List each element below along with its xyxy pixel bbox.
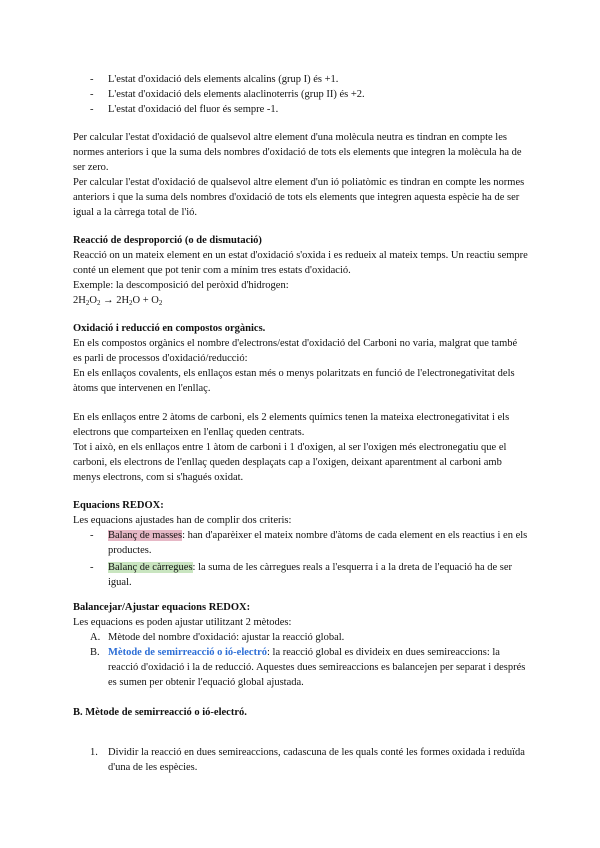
methods-list (73, 630, 528, 690)
section-redox (73, 498, 528, 528)
section-text: Reacció on un mateix element en un estat d'oxidació s'oxida i es redueix al mateix temps. Un reactiu sempre conté un element que pot tenir com a mínim tres estats d'oxidació. (73, 250, 528, 276)
arrow-icon: → (103, 295, 114, 306)
section-heading: Oxidació i reducció en compostos orgànics. (73, 323, 266, 334)
highlight-method-b: Mètode de semirreacció o ió-electró (108, 647, 267, 658)
chemical-equation: $2H_2O_2 \to 2H_2O + O_2$ (73, 295, 163, 307)
section-heading: B. Mètode de semirreacció o ió-electró. (73, 707, 247, 718)
example-label: Exemple: la descomposició del peròxid d'hidrogen: (73, 280, 289, 291)
dash-bullet: - (90, 562, 94, 573)
section-text: Les equacions es poden ajustar utilitzant 2 mètodes: (73, 617, 292, 628)
section-heading: Equacions REDOX: (73, 500, 164, 511)
dash-bullet: - (90, 89, 94, 100)
list-item: B. Mètode de semirreacció o ió-electró: la reacció global es divideix en dues semireaccions: la reacció d'oxidació i la de reducció. Aquestes dues semireaccions es balancejen per separat i després es sumen per obtenir l'equació global ajustada. (90, 647, 526, 688)
section-text: Tot i això, en els enllaços entre 1 àtom de carboni i 1 d'oxigen, al ser l'oxigen més electronegatiu que el carboni, els electrons de l'enllaç queden desplaçats cap a l'oxigen, deixant aparentment al carboni amb menys electrons, com si s'hagués oxidat. (73, 442, 507, 483)
section-organics (73, 321, 528, 396)
paragraph-io: Per calcular l'estat d'oxidació de qualsevol altre element d'un ió poliatòmic es tindran en compte les normes anteriors i que la suma dels nombres d'oxidació de tots els elements que integren aquesta espècie ha de ser igual a la càrrega total de l'ió. (73, 177, 525, 218)
list-item: - L'estat d'oxidació dels elements alaclinoterris (grup II) és +2. (90, 89, 365, 100)
highlight-charge-balance: Balanç de càrregues (108, 562, 193, 573)
section-text: Les equacions ajustades han de complir dos criteris: (73, 515, 292, 526)
dash-bullet: - (90, 74, 94, 85)
redox-criteria-list (73, 528, 528, 590)
list-marker: B. (90, 647, 100, 658)
list-marker: 1. (90, 747, 98, 758)
list-item: - Balanç de masses: han d'aparèixer el mateix nombre d'àtoms de cada element en els reactius i en els productes. (90, 530, 528, 556)
section-heading: Reacció de desproporció (o de dismutació) (73, 235, 262, 246)
section-text: En els enllaços covalents, els enllaços estan més o menys polaritzats en funció de l'electronegativitat dels àtoms que intervenen en l'enllaç. (73, 368, 515, 394)
list-item: - L'estat d'oxidació dels elements alcalins (grup I) és +1. (90, 74, 339, 85)
oxidation-rules-list (73, 72, 528, 117)
list-item: - Balanç de càrregues: la suma de les càrregues reals a l'esquerra i a la dreta de l'equació ha de ser igual. (90, 562, 513, 588)
dash-bullet: - (90, 104, 94, 115)
dash-bullet: - (90, 530, 94, 541)
section-heading: Balancejar/Ajustar equacions REDOX: (73, 602, 251, 613)
section-text: En els enllaços entre 2 àtoms de carboni, els 2 elements químics tenen la mateixa electronegativitat i els electrons que comparteixen en l'enllaç queden centrats. (73, 412, 510, 438)
section-desproporcio (73, 233, 528, 308)
list-marker: A. (90, 632, 101, 643)
list-item: A. Mètode del nombre d'oxidació: ajustar la reacció global. (90, 632, 345, 643)
section-organics-bonds (73, 410, 528, 485)
section-method-b (73, 705, 528, 720)
section-balance (73, 600, 528, 630)
list-item: - L'estat d'oxidació del fluor és sempre -1. (90, 104, 279, 115)
section-text: En els compostos orgànics el nombre d'electrons/estat d'oxidació del Carboni no varia, malgrat que també es parli de processos d'oxidació/reducció: (73, 338, 518, 364)
highlight-mass-balance: Balanç de masses (108, 530, 183, 541)
method-b-steps (73, 745, 528, 775)
list-item: 1. Dividir la reacció en dues semireaccions, cadascuna de les quals conté les formes oxidada i reduïda d'una de les espècies. (90, 747, 525, 773)
paragraph-molecula: Per calcular l'estat d'oxidació de qualsevol altre element d'una molècula neutra es tindran en compte les normes anteriors i que la suma dels nombres d'oxidació de tots els elements que integren la molècula ha de ser zero. Per calcular l'estat d'oxidació de qualsevol altre element d'un ió poliatòmic es tindran en compte les normes anteriors i que la suma dels nombres d'oxidació de tots els elements que integren aquesta espècie ha de ser igual a la càrrega total de l'ió. (73, 130, 528, 220)
